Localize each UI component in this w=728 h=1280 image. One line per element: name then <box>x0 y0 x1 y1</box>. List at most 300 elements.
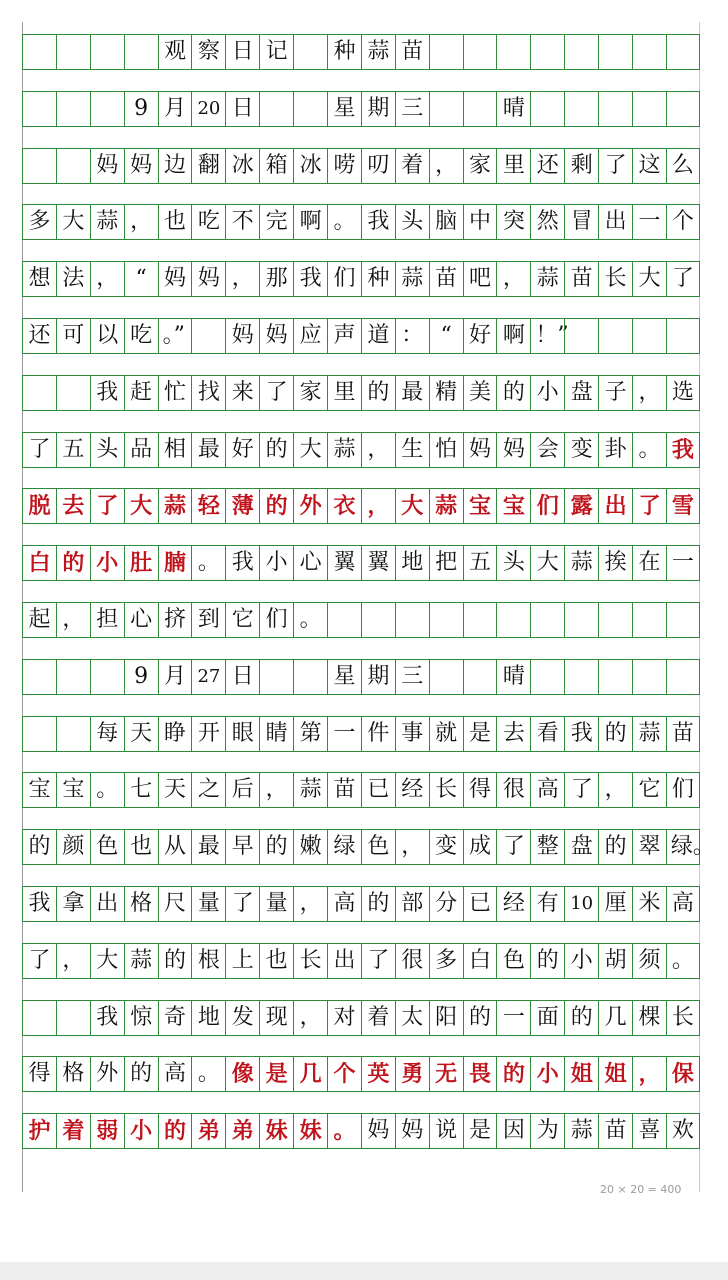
grid-cell: 的 <box>259 433 293 467</box>
grid-cell: 可 <box>56 319 90 353</box>
grid-cell: 衣 <box>327 489 361 523</box>
grid-row <box>22 602 700 638</box>
grid-cell: 的 <box>124 1057 158 1091</box>
grid-cell: 护 <box>22 1114 56 1148</box>
grid-cell: 是 <box>259 1057 293 1091</box>
grid-cell: 看 <box>530 717 564 751</box>
grid-cell: 脑 <box>429 205 463 239</box>
grid-cell: 。” <box>158 319 192 353</box>
grid-cell: ， <box>632 376 666 410</box>
grid-cell: 一 <box>327 717 361 751</box>
grid-cell: 晴 <box>496 660 530 694</box>
grid-cell: 尺 <box>158 887 192 921</box>
grid-cell <box>632 603 666 637</box>
grid-row <box>22 1056 700 1092</box>
grid-row <box>22 659 700 695</box>
grid-cell: 冒 <box>564 205 598 239</box>
grid-cell: 也 <box>124 830 158 864</box>
grid-cell: 头 <box>395 205 429 239</box>
grid-cell: 奇 <box>158 1001 192 1035</box>
grid-cell: 它 <box>632 773 666 807</box>
grid-cell: 还 <box>530 149 564 183</box>
grid-cell: 三 <box>395 660 429 694</box>
grid-cell <box>56 1001 90 1035</box>
grid-cell: 挨 <box>598 546 632 580</box>
grid-cell: 担 <box>90 603 124 637</box>
grid-cell: 一 <box>632 205 666 239</box>
grid-cell: 啊 <box>496 319 530 353</box>
grid-cell: 唠 <box>327 149 361 183</box>
grid-cell: 七 <box>124 773 158 807</box>
grid-cell: 了 <box>361 944 395 978</box>
grid-cell: 我 <box>90 376 124 410</box>
grid-cell: 苗 <box>429 262 463 296</box>
grid-cell <box>496 35 530 69</box>
grid-row <box>22 91 700 127</box>
grid-cell: 五 <box>463 546 497 580</box>
grid-cell: 惊 <box>124 1001 158 1035</box>
grid-cell: 完 <box>259 205 293 239</box>
grid-cell: 。 <box>666 944 700 978</box>
grid-cell: ， <box>361 433 395 467</box>
grid-cell: 最 <box>191 433 225 467</box>
grid-cell: 相 <box>158 433 192 467</box>
grid-cell: 们 <box>327 262 361 296</box>
grid-cell: 蒜 <box>564 1114 598 1148</box>
grid-row <box>22 1000 700 1036</box>
grid-cell: 蒜 <box>327 433 361 467</box>
grid-cell: 大 <box>124 489 158 523</box>
grid-cell: 长 <box>293 944 327 978</box>
grid-cell <box>632 35 666 69</box>
grid-cell <box>56 92 90 126</box>
grid-cell: 个 <box>327 1057 361 1091</box>
grid-cell <box>56 717 90 751</box>
grid-cell <box>22 717 56 751</box>
grid-cell: 蒜 <box>429 489 463 523</box>
grid-cell: 无 <box>429 1057 463 1091</box>
grid-cell: 的 <box>259 489 293 523</box>
grid-cell: 格 <box>124 887 158 921</box>
grid-cell: 大 <box>293 433 327 467</box>
grid-cell: ， <box>429 149 463 183</box>
grid-cell <box>530 92 564 126</box>
grid-cell: 心 <box>124 603 158 637</box>
grid-cell <box>259 660 293 694</box>
grid-cell: 。 <box>191 1057 225 1091</box>
grid-cell: ！” <box>530 319 564 353</box>
grid-cell: 吧 <box>463 262 497 296</box>
grid-cell: 绿 <box>327 830 361 864</box>
grid-cell <box>429 660 463 694</box>
grid-cell: 翻 <box>191 149 225 183</box>
grid-cell: 生 <box>395 433 429 467</box>
grid-cell: 阳 <box>429 1001 463 1035</box>
grid-cell: 小 <box>124 1114 158 1148</box>
grid-cell <box>259 92 293 126</box>
grid-cell <box>564 92 598 126</box>
grid-cell: 很 <box>496 773 530 807</box>
grid-cell: 不 <box>225 205 259 239</box>
grid-cell: 雪 <box>666 489 700 523</box>
grid-cell <box>124 35 158 69</box>
grid-cell: 成 <box>463 830 497 864</box>
grid-cell: 胡 <box>598 944 632 978</box>
grid-cell <box>564 35 598 69</box>
grid-cell <box>463 603 497 637</box>
grid-cell <box>496 603 530 637</box>
grid-cell: 绿。 <box>666 830 700 864</box>
grid-cell: 着 <box>395 149 429 183</box>
grid-cell: ： <box>395 319 429 353</box>
grid-cell: 宝 <box>56 773 90 807</box>
grid-cell: 啊 <box>293 205 327 239</box>
grid-cell: 10 <box>564 887 598 921</box>
grid-cell: 发 <box>225 1001 259 1035</box>
grid-cell: 长 <box>429 773 463 807</box>
grid-cell: 经 <box>496 887 530 921</box>
grid-cell <box>530 35 564 69</box>
grid-cell: 冰 <box>293 149 327 183</box>
grid-cell: 蒜 <box>361 35 395 69</box>
grid-cell: 月 <box>158 660 192 694</box>
grid-cell: 嫩 <box>293 830 327 864</box>
grid-cell: 最 <box>191 830 225 864</box>
grid-cell: 叨 <box>361 149 395 183</box>
grid-cell: 们 <box>530 489 564 523</box>
grid-cell: 像 <box>225 1057 259 1091</box>
grid-cell: 眼 <box>225 717 259 751</box>
grid-cell: 它 <box>225 603 259 637</box>
grid-cell: 家 <box>293 376 327 410</box>
grid-cell: 我 <box>293 262 327 296</box>
grid-cell: 月 <box>158 92 192 126</box>
grid-cell: 蒜 <box>632 717 666 751</box>
grid-cell: 里 <box>496 149 530 183</box>
grid-cell <box>564 319 598 353</box>
grid-cell <box>598 35 632 69</box>
grid-cell: ， <box>293 1001 327 1035</box>
grid-cell: 妈 <box>395 1114 429 1148</box>
grid-cell: 子 <box>598 376 632 410</box>
grid-cell <box>632 319 666 353</box>
grid-cell: 到 <box>191 603 225 637</box>
grid-cell: 还 <box>22 319 56 353</box>
grid-cell: 心 <box>293 546 327 580</box>
grid-cell: 色 <box>90 830 124 864</box>
grid-cell <box>90 92 124 126</box>
grid-cell: 了 <box>632 489 666 523</box>
grid-cell: 了 <box>564 773 598 807</box>
grid-cell: 天 <box>158 773 192 807</box>
grid-cell: 日 <box>225 35 259 69</box>
grid-cell: 了 <box>666 262 700 296</box>
grid-cell: 白 <box>22 546 56 580</box>
grid-cell <box>598 319 632 353</box>
grid-cell: 面 <box>530 1001 564 1035</box>
grid-cell: 这 <box>632 149 666 183</box>
grid-cell: 弱 <box>90 1114 124 1148</box>
grid-cell <box>293 35 327 69</box>
grid-cell: 第 <box>293 717 327 751</box>
grid-row <box>22 772 700 808</box>
grid-cell: 妈 <box>259 319 293 353</box>
grid-cell: 翠 <box>632 830 666 864</box>
grid-cell: ， <box>598 773 632 807</box>
grid-cell: 9 <box>124 92 158 126</box>
grid-cell: ， <box>56 603 90 637</box>
grid-cell: 蒜 <box>530 262 564 296</box>
grid-cell: 的 <box>463 1001 497 1035</box>
grid-cell: 须 <box>632 944 666 978</box>
grid-cell: 去 <box>56 489 90 523</box>
grid-cell: 那 <box>259 262 293 296</box>
grid-cell: 我 <box>564 717 598 751</box>
grid-cell: 拿 <box>56 887 90 921</box>
grid-cell: 大 <box>395 489 429 523</box>
grid-cell: 之 <box>191 773 225 807</box>
grid-cell: 种 <box>327 35 361 69</box>
grid-cell: 精 <box>429 376 463 410</box>
grid-cell <box>666 603 700 637</box>
grid-cell: 几 <box>598 1001 632 1035</box>
grid-cell: 勇 <box>395 1057 429 1091</box>
grid-cell: 妈 <box>158 262 192 296</box>
grid-cell: 高 <box>327 887 361 921</box>
grid-cell <box>395 603 429 637</box>
grid-cell: 高 <box>530 773 564 807</box>
grid-cell: 小 <box>259 546 293 580</box>
grid-cell: 为 <box>530 1114 564 1148</box>
grid-cell: 地 <box>395 546 429 580</box>
grid-row <box>22 1113 700 1149</box>
grid-cell <box>56 376 90 410</box>
grid-cell: 开 <box>191 717 225 751</box>
grid-cell: 长 <box>666 1001 700 1035</box>
grid-cell: 蒜 <box>124 944 158 978</box>
grid-row <box>22 943 700 979</box>
grid-cell: 说 <box>429 1114 463 1148</box>
grid-cell: 因 <box>496 1114 530 1148</box>
grid-cell: 地 <box>191 1001 225 1035</box>
grid-cell <box>598 92 632 126</box>
grid-cell: 蒜 <box>293 773 327 807</box>
grid-cell: ， <box>496 262 530 296</box>
grid-cell: 宝 <box>496 489 530 523</box>
grid-cell: 我 <box>666 433 700 467</box>
grid-cell: 的 <box>564 1001 598 1035</box>
grid-cell: 。 <box>327 205 361 239</box>
grid-row <box>22 488 700 524</box>
grid-cell: 在 <box>632 546 666 580</box>
grid-cell: 妈 <box>191 262 225 296</box>
grid-cell: 小 <box>564 944 598 978</box>
grid-cell: 妈 <box>90 149 124 183</box>
grid-cell: 妹 <box>293 1114 327 1148</box>
grid-cell: 的 <box>361 376 395 410</box>
grid-cell: 得 <box>463 773 497 807</box>
grid-cell: 分 <box>429 887 463 921</box>
grid-cell: 以 <box>90 319 124 353</box>
grid-cell: 大 <box>90 944 124 978</box>
grid-cell: 小 <box>90 546 124 580</box>
grid-cell: 变 <box>429 830 463 864</box>
grid-cell: 把 <box>429 546 463 580</box>
grid-cell: 畏 <box>463 1057 497 1091</box>
grid-cell: 么 <box>666 149 700 183</box>
grid-cell: ， <box>90 262 124 296</box>
grid-cell: ， <box>124 205 158 239</box>
grid-cell: 的 <box>598 830 632 864</box>
grid-cell: 的 <box>56 546 90 580</box>
grid-cell <box>90 35 124 69</box>
grid-cell: 已 <box>463 887 497 921</box>
grid-cell <box>666 660 700 694</box>
grid-cell: ， <box>395 830 429 864</box>
grid-cell: 道 <box>361 319 395 353</box>
grid-cell: 姐 <box>598 1057 632 1091</box>
grid-cell: 变 <box>564 433 598 467</box>
grid-row <box>22 148 700 184</box>
grid-cell: 多 <box>429 944 463 978</box>
grid-cell: 选 <box>666 376 700 410</box>
grid-cell <box>22 35 56 69</box>
grid-cell: 蒜 <box>158 489 192 523</box>
grid-cell: 对 <box>327 1001 361 1035</box>
grid-cell: 苗 <box>327 773 361 807</box>
grid-row <box>22 318 700 354</box>
grid-cell: 睁 <box>158 717 192 751</box>
grid-cell: 姐 <box>564 1057 598 1091</box>
grid-cell <box>463 35 497 69</box>
grid-cell: 期 <box>361 92 395 126</box>
grid-cell: 边 <box>158 149 192 183</box>
grid-cell: 美 <box>463 376 497 410</box>
grid-cell <box>463 92 497 126</box>
grid-cell: 个 <box>666 205 700 239</box>
grid-cell: 蒜 <box>90 205 124 239</box>
grid-cell: 米 <box>632 887 666 921</box>
grid-cell: 事 <box>395 717 429 751</box>
grid-cell: 三 <box>395 92 429 126</box>
grid-cell: 蒜 <box>564 546 598 580</box>
grid-cell: 多 <box>22 205 56 239</box>
grid-cell <box>22 149 56 183</box>
grid-cell: ， <box>225 262 259 296</box>
grid-cell: 的 <box>496 1057 530 1091</box>
grid-cell: 的 <box>259 830 293 864</box>
grid-cell: 。 <box>90 773 124 807</box>
grid-cell: 然 <box>530 205 564 239</box>
grid-cell: 喜 <box>632 1114 666 1148</box>
grid-cell: 大 <box>56 205 90 239</box>
grid-row <box>22 34 700 70</box>
grid-cell: “ <box>124 262 158 296</box>
grid-cell: 睛 <box>259 717 293 751</box>
grid-cell: 了 <box>22 944 56 978</box>
grid-cell: 着 <box>56 1114 90 1148</box>
grid-cell: 五 <box>56 433 90 467</box>
grid-cell <box>191 319 225 353</box>
grid-cell <box>293 660 327 694</box>
grid-row <box>22 204 700 240</box>
grid-cell: 箱 <box>259 149 293 183</box>
grid-cell: 也 <box>158 205 192 239</box>
grid-cell: 欢 <box>666 1114 700 1148</box>
grid-cell: 赶 <box>124 376 158 410</box>
grid-cell: 。 <box>327 1114 361 1148</box>
grid-cell: 色 <box>496 944 530 978</box>
grid-cell: 量 <box>259 887 293 921</box>
grid-row <box>22 375 700 411</box>
grid-cell: 家 <box>463 149 497 183</box>
grid-cell: 了 <box>22 433 56 467</box>
grid-cell: 出 <box>90 887 124 921</box>
grid-cell: 了 <box>259 376 293 410</box>
grid-cell: 苗 <box>395 35 429 69</box>
grid-cell <box>666 92 700 126</box>
grid-cell: 格 <box>56 1057 90 1091</box>
grid-cell: 的 <box>22 830 56 864</box>
grid-cell: 大 <box>632 262 666 296</box>
grid-cell: 的 <box>530 944 564 978</box>
grid-cell: 露 <box>564 489 598 523</box>
grid-cell <box>632 660 666 694</box>
grid-cell: 量 <box>191 887 225 921</box>
grid-cell: 期 <box>361 660 395 694</box>
grid-row <box>22 716 700 752</box>
grid-cell: 了 <box>496 830 530 864</box>
grid-cell: 高 <box>158 1057 192 1091</box>
grid-cell: 件 <box>361 717 395 751</box>
grid-cell: 弟 <box>191 1114 225 1148</box>
grid-cell: 了 <box>598 149 632 183</box>
grid-cell: 的 <box>598 717 632 751</box>
grid-cell: 最 <box>395 376 429 410</box>
grid-cell <box>564 660 598 694</box>
grid-cell: 妈 <box>463 433 497 467</box>
grid-cell <box>530 660 564 694</box>
grid-cell: 。 <box>191 546 225 580</box>
grid-cell: 卦 <box>598 433 632 467</box>
grid-cell: 吃 <box>191 205 225 239</box>
grid-cell: 肚 <box>124 546 158 580</box>
grid-cell: 我 <box>361 205 395 239</box>
grid-cell <box>429 92 463 126</box>
grid-cell: 几 <box>293 1057 327 1091</box>
grid-cell: 好 <box>225 433 259 467</box>
grid-cell: 苗 <box>564 262 598 296</box>
grid-cell: 想 <box>22 262 56 296</box>
grid-cell: 冰 <box>225 149 259 183</box>
grid-cell: 轻 <box>191 489 225 523</box>
grid-cell <box>530 603 564 637</box>
grid-cell: 从 <box>158 830 192 864</box>
grid-cell: 腩 <box>158 546 192 580</box>
grid-cell: 头 <box>496 546 530 580</box>
grid-cell: 着 <box>361 1001 395 1035</box>
grid-cell <box>22 376 56 410</box>
grid-cell: 找 <box>191 376 225 410</box>
grid-cell <box>56 35 90 69</box>
grid-cell: 颜 <box>56 830 90 864</box>
grid-cell: 们 <box>666 773 700 807</box>
grid-cell: 部 <box>395 887 429 921</box>
grid-cell: 我 <box>22 887 56 921</box>
grid-cell: 天 <box>124 717 158 751</box>
grid-cell: 苗 <box>598 1114 632 1148</box>
grid-cell: 妈 <box>225 319 259 353</box>
